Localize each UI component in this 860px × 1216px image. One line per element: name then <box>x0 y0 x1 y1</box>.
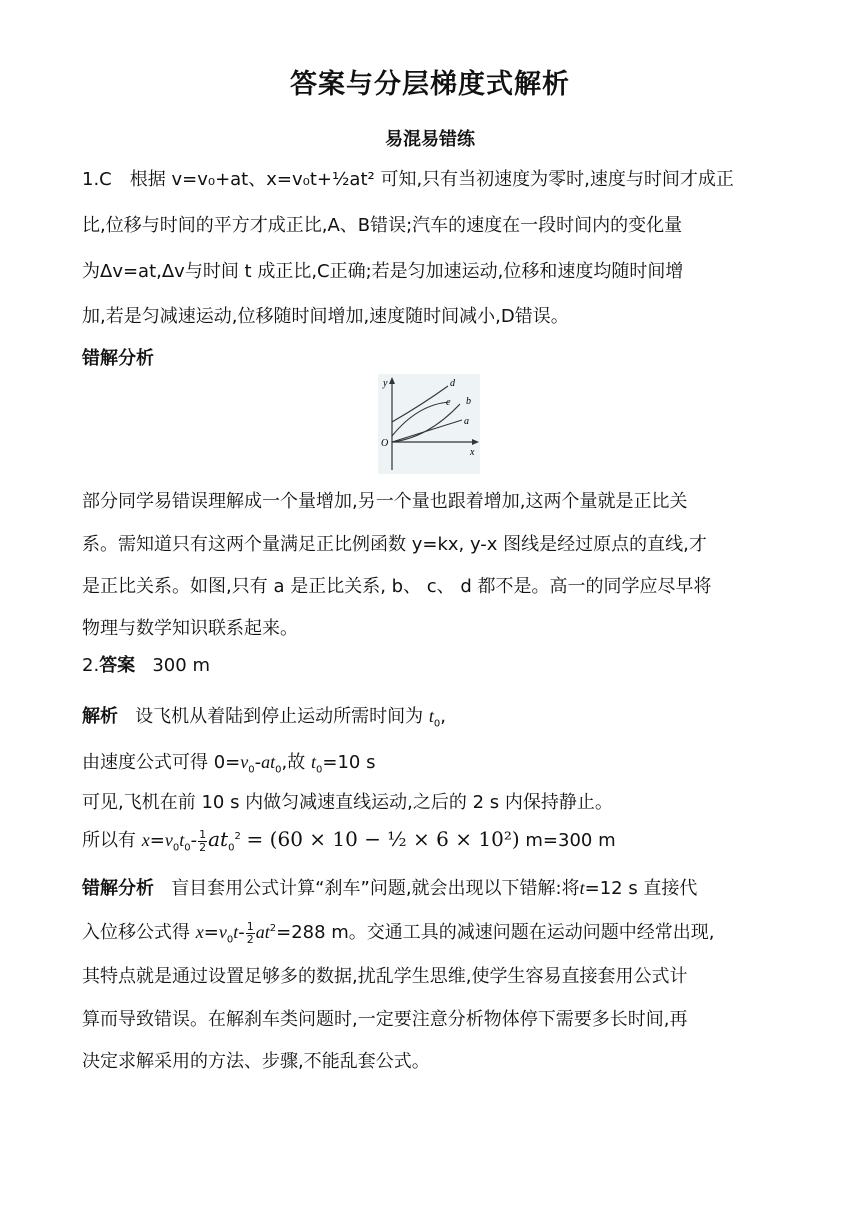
q1-analysis-line-4: 物理与数学知识联系起来。 <box>82 618 298 639</box>
q1-analysis-label: 错解分析 <box>82 348 154 369</box>
q1-analysis-line-1: 部分同学易错误理解成一个量增加,另一个量也跟着增加,这两个量就是正比关 <box>82 491 688 512</box>
y-axis-label: y <box>383 378 388 389</box>
q2-analysis-line-2: 入位移公式得 $x=v_0t-$ $\frac{1}{2}$ $at^2=288$ m。交通工具的减速问题在运动问题中经常出现, <box>82 919 715 946</box>
q2-jiexi-text: 设飞机从着陆到停止运动所需时间为 <box>135 706 424 727</box>
q2-analysis-label: 错解分析 <box>82 878 154 899</box>
line-a <box>392 420 462 442</box>
q2-line-2: 由速度公式可得 $0=v_0-at_0$,故 $t_0=10$ s <box>82 752 376 776</box>
q1-line-3: 为Δv=at,Δv与时间 t 成正比,C正确;若是匀加速运动,位移和速度均随时间增 <box>82 261 684 282</box>
x-axis-label: x <box>470 447 475 458</box>
q2-line-2-val: =10 s <box>322 752 376 773</box>
q1-line-2: 比,位移与时间的平方才成正比,A、B错误;汽车的速度在一段时间内的变化量 <box>82 215 683 236</box>
q2-analysis-text-2-post: =288 m。交通工具的减速问题在运动问题中经常出现, <box>276 922 715 943</box>
section-title: 易混易错练 <box>385 129 475 150</box>
q2-analysis-text-2-pre: 入位移公式得 <box>82 922 190 943</box>
curve-b <box>392 404 460 442</box>
label-b: b <box>466 396 471 407</box>
q2-line-2-post: ,故 <box>281 752 306 773</box>
q1-analysis-line-3: 是正比关系。如图,只有 a 是正比关系, b、 c、 d 都不是。高一的同学应尽早将 <box>82 576 712 597</box>
label-d: d <box>450 378 455 389</box>
q2-analysis-line-3: 其特点就是通过设置足够多的数据,扰乱学生思维,使学生容易直接套用公式计 <box>82 966 688 987</box>
label-a: a <box>464 416 469 427</box>
yx-graph <box>378 374 480 474</box>
q2-line-4-pre: 所以有 <box>82 830 136 851</box>
q2-analysis-line-5: 决定求解采用的方法、步骤,不能乱套公式。 <box>82 1051 430 1072</box>
q2-line-4-unit: m=300 m <box>525 830 616 851</box>
q2-line-4: 所以有 $x=v_0t_0-$ $\frac{1}{2}$ $at_0^2 = (60 \times 10$ − ½ × 6 × 10²) m=300 m <box>82 827 616 854</box>
q2-number: 2. <box>82 655 100 676</box>
q1-analysis-line-2: 系。需知道只有这两个量满足正比例函数 y=kx, y-x 图线是经过原点的直线,才 <box>82 534 707 555</box>
q2-analysis-text-1-tail: =12 s 直接代 <box>584 878 698 899</box>
page-title: 答案与分层梯度式解析 <box>290 69 570 100</box>
origin-label: O <box>381 438 389 449</box>
q2-line-2-pre: 由速度公式可得 0= <box>82 752 241 773</box>
q1-line-4: 加,若是匀减速运动,位移随时间增加,速度随时间减小,D错误。 <box>82 306 569 327</box>
label-c: c <box>446 397 451 408</box>
q2-analysis-line-1: 错解分析 盲目套用公式计算“刹车”问题,就会出现以下错解:将t=12 s 直接代 <box>82 878 698 899</box>
curve-c <box>392 402 450 436</box>
q2-analysis-line-4: 算而导致错误。在解刹车类问题时,一定要注意分析物体停下需要多长时间,再 <box>82 1009 688 1030</box>
q2-analysis-text-1: 盲目套用公式计算“刹车”问题,就会出现以下错解:将 <box>171 878 580 899</box>
q2-answer-label: 答案 <box>99 655 136 676</box>
q2-answer-value: 300 m <box>152 655 210 676</box>
q2-answer-line <box>82 651 210 677</box>
q1-line-1: 1.C 根据 v=v₀+at、x=v₀t+½at² 可知,只有当初速度为零时,速度与时间才成正 <box>82 169 734 190</box>
yx-graph-figure <box>378 374 480 474</box>
q2-line-3: 可见,飞机在前 10 s 内做匀减速直线运动,之后的 2 s 内保持静止。 <box>82 792 613 813</box>
q2-jiexi-label: 解析 <box>82 706 118 727</box>
q2-jiexi-line: 解析 设飞机从着陆到停止运动所需时间为 $t_0$, <box>82 706 447 730</box>
